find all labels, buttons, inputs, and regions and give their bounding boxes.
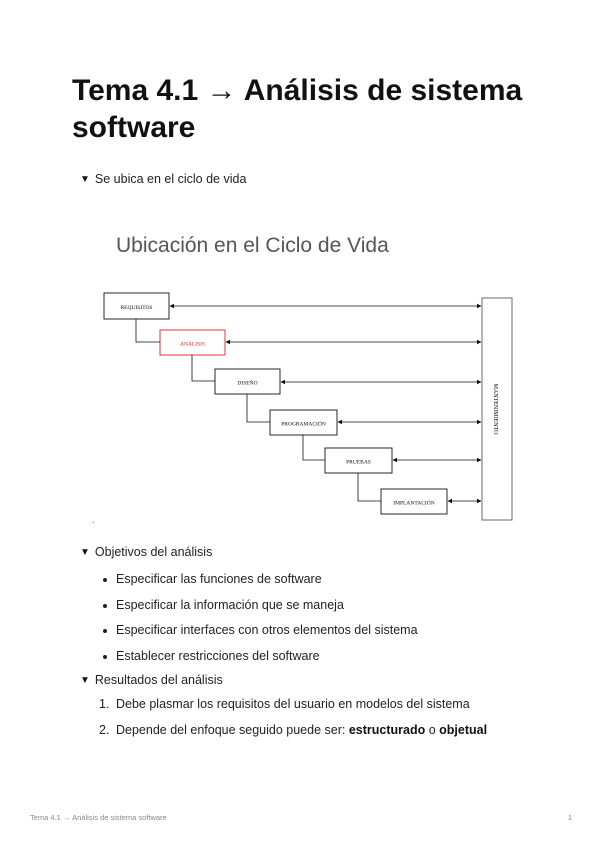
stage-label: PROGRAMACIÓN bbox=[281, 421, 326, 428]
stage-label: DISEÑO bbox=[237, 380, 258, 387]
diagram-title: Ubicación en el Ciclo de Vida bbox=[116, 234, 389, 257]
item-number: 1. bbox=[99, 697, 110, 711]
toggle-resultados[interactable] bbox=[80, 673, 223, 687]
item-text: Depende del enfoque seguido puede ser: bbox=[116, 722, 349, 737]
toggle-label: Resultados del análisis bbox=[94, 673, 223, 687]
objetivos-list bbox=[116, 572, 418, 674]
stage-requisitos bbox=[104, 293, 169, 319]
stage-label: IMPLANTACIÓN bbox=[393, 500, 435, 507]
list-item: Especificar las funciones de software bbox=[116, 572, 418, 598]
toggle-label: Se ubica en el ciclo de vida bbox=[94, 172, 247, 186]
diagram-footnote: ` bbox=[92, 521, 95, 530]
triangle-down-icon[interactable]: ▼ bbox=[80, 674, 90, 686]
list-item bbox=[99, 697, 487, 723]
bold-term: estructurado bbox=[348, 722, 426, 737]
stage-diseno bbox=[215, 369, 280, 394]
item-text: o bbox=[425, 722, 440, 737]
list-item: Establecer restricciones del software bbox=[116, 649, 418, 675]
toggle-label: Objetivos del análisis bbox=[94, 545, 213, 559]
life-cycle-diagram bbox=[88, 222, 528, 534]
stage-label: PRUEBAS bbox=[346, 459, 371, 466]
maintenance-label: MANTENIMIENTO bbox=[492, 383, 498, 435]
page-title: Tema 4.1 → Análisis de sistema software bbox=[72, 74, 523, 144]
item-text: Debe plasmar los requisitos del usuario en modelos del sistema bbox=[116, 697, 470, 711]
footer-title: Tema 4.1 → Análisis de sistema software bbox=[30, 813, 167, 822]
list-item: Especificar interfaces con otros elementos del sistema bbox=[116, 623, 418, 649]
list-item bbox=[99, 722, 488, 749]
list-item: Especificar la información que se maneja bbox=[116, 598, 418, 624]
toggle-objetivos[interactable] bbox=[80, 545, 212, 559]
stage-analisis bbox=[160, 330, 225, 355]
stage-label: ANÁLISIS bbox=[179, 341, 206, 348]
item-number: 2. bbox=[99, 722, 110, 737]
bold-term: objetual bbox=[439, 722, 488, 737]
stage-label: REQUISITOS bbox=[120, 305, 153, 311]
triangle-down-icon[interactable]: ▼ bbox=[80, 173, 90, 185]
resultados-list bbox=[99, 697, 488, 748]
stage-implantacion bbox=[381, 489, 447, 514]
page-number: 1 bbox=[567, 813, 572, 822]
triangle-down-icon[interactable]: ▼ bbox=[80, 546, 90, 558]
stage-programacion bbox=[270, 410, 337, 435]
toggle-ciclo-de-vida[interactable] bbox=[80, 172, 246, 186]
stage-pruebas bbox=[325, 448, 392, 473]
